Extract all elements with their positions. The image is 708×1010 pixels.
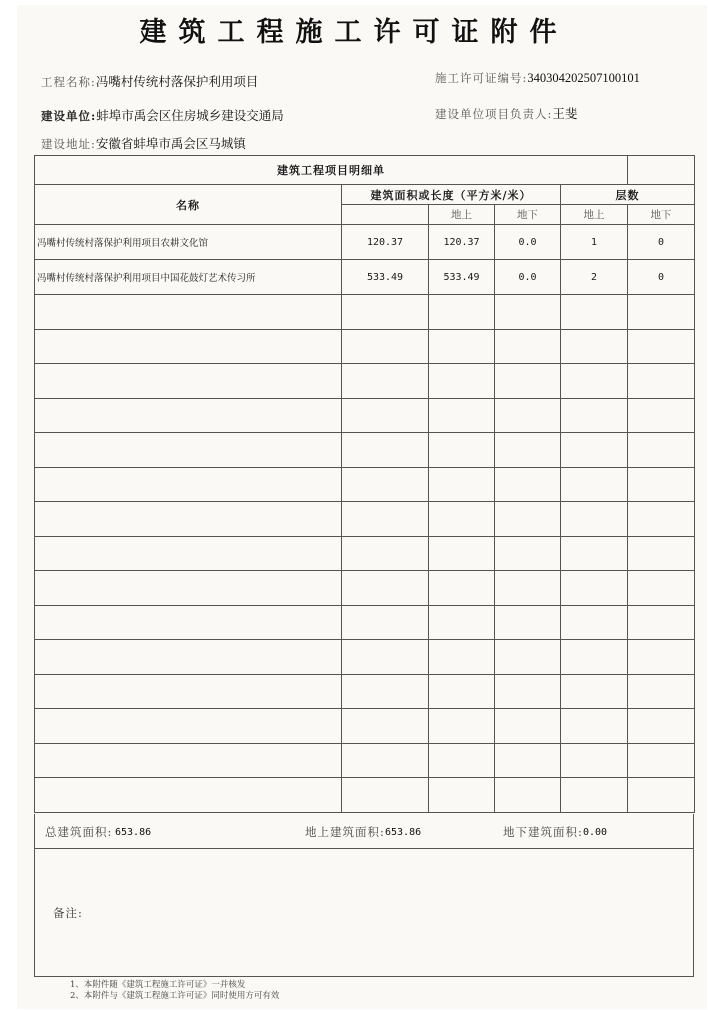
empty-cell (628, 502, 695, 537)
empty-cell (495, 640, 561, 675)
empty-cell (342, 674, 429, 709)
empty-cell (35, 329, 342, 364)
empty-table-row (35, 605, 695, 640)
empty-cell (495, 295, 561, 330)
empty-cell (561, 640, 628, 675)
empty-cell (561, 329, 628, 364)
empty-cell (342, 467, 429, 502)
empty-cell (35, 295, 342, 330)
empty-cell (495, 571, 561, 606)
remark-label: 备注: (53, 906, 83, 920)
below-area-value: 0.00 (583, 827, 608, 838)
empty-cell (561, 398, 628, 433)
empty-cell (561, 709, 628, 744)
remark-box (34, 848, 694, 977)
empty-cell (628, 709, 695, 744)
empty-cell (429, 778, 495, 813)
empty-table-row (35, 433, 695, 468)
row-area: 533.49 (342, 260, 429, 295)
table-title-blank (628, 156, 695, 185)
empty-cell (495, 364, 561, 399)
empty-table-row (35, 743, 695, 778)
empty-cell (495, 467, 561, 502)
row-area-above: 533.49 (429, 260, 495, 295)
area-total-subheader (342, 205, 429, 225)
empty-cell (342, 398, 429, 433)
empty-cell (429, 743, 495, 778)
empty-cell (628, 364, 695, 399)
project-name-label: 工程名称: (41, 75, 96, 89)
builder-value: 蚌埠市禹会区住房城乡建设交通局 (96, 109, 284, 123)
above-area-value: 653.86 (385, 827, 422, 838)
above-area-label: 地上建筑面积: (305, 825, 385, 839)
table-row (35, 260, 695, 295)
floors-below-subheader: 地下 (628, 205, 695, 225)
empty-cell (35, 364, 342, 399)
builder-field (41, 106, 284, 124)
empty-cell (561, 295, 628, 330)
empty-cell (342, 640, 429, 675)
empty-cell (429, 295, 495, 330)
empty-cell (342, 709, 429, 744)
empty-cell (429, 329, 495, 364)
empty-cell (429, 502, 495, 537)
empty-cell (35, 398, 342, 433)
empty-cell (495, 778, 561, 813)
empty-table-row (35, 329, 695, 364)
address-value: 安徽省蚌埠市禹会区马城镇 (95, 137, 246, 151)
empty-cell (628, 467, 695, 502)
empty-cell (628, 743, 695, 778)
area-above-subheader: 地上 (429, 205, 495, 225)
project-name-value: 冯嘴村传统村落保护利用项目 (95, 75, 259, 89)
empty-cell (561, 433, 628, 468)
empty-cell (342, 295, 429, 330)
empty-cell (628, 536, 695, 571)
empty-cell (35, 433, 342, 468)
empty-cell (561, 536, 628, 571)
empty-cell (495, 502, 561, 537)
permit-number-value: 340304202507100101 (527, 71, 640, 85)
builder-label: 建设单位: (41, 109, 97, 123)
row-area-above: 120.37 (429, 225, 495, 260)
address-field (41, 134, 246, 152)
empty-cell (429, 674, 495, 709)
empty-cell (628, 605, 695, 640)
empty-cell (495, 536, 561, 571)
row-area-below: 0.0 (495, 225, 561, 260)
empty-cell (561, 743, 628, 778)
area-below-subheader: 地下 (495, 205, 561, 225)
empty-cell (429, 467, 495, 502)
empty-cell (35, 778, 342, 813)
row-area: 120.37 (342, 225, 429, 260)
row-name: 冯嘴村传统村落保护利用项目农耕文化馆 (35, 225, 342, 260)
empty-cell (429, 433, 495, 468)
row-floors-below: 0 (628, 260, 695, 295)
empty-table-row (35, 398, 695, 433)
total-area-value: 653.86 (115, 827, 152, 838)
empty-cell (429, 364, 495, 399)
empty-cell (628, 571, 695, 606)
floors-above-subheader: 地上 (561, 205, 628, 225)
table-title: 建筑工程项目明细单 (35, 156, 628, 185)
total-area-label: 总建筑面积: (45, 825, 113, 839)
empty-table-row (35, 536, 695, 571)
empty-cell (35, 674, 342, 709)
header-row (35, 185, 695, 205)
manager-label: 建设单位项目负责人: (435, 107, 553, 121)
col-floors-header: 层数 (561, 185, 695, 205)
empty-cell (628, 329, 695, 364)
address-label: 建设地址: (41, 137, 96, 151)
col-area-header: 建筑面积或长度（平方米/米） (342, 185, 561, 205)
row-name: 冯嘴村传统村落保护利用项目中国花鼓灯艺术传习所 (35, 260, 342, 295)
empty-cell (495, 674, 561, 709)
row-area-below: 0.0 (495, 260, 561, 295)
manager-field (435, 104, 577, 122)
empty-cell (561, 605, 628, 640)
empty-cell (342, 605, 429, 640)
totals-row (34, 814, 694, 849)
empty-cell (628, 433, 695, 468)
document-title: 建筑工程施工许可证附件 (139, 17, 569, 48)
permit-number-field (435, 70, 640, 86)
empty-cell (342, 536, 429, 571)
empty-table-row (35, 674, 695, 709)
empty-cell (429, 571, 495, 606)
row-floors-above: 1 (561, 225, 628, 260)
empty-cell (342, 364, 429, 399)
empty-cell (628, 640, 695, 675)
empty-cell (628, 398, 695, 433)
empty-cell (342, 743, 429, 778)
col-name-header: 名称 (35, 185, 342, 225)
table-title-row (35, 156, 695, 185)
project-name-field (41, 72, 258, 90)
empty-cell (342, 571, 429, 606)
empty-cell (35, 502, 342, 537)
empty-cell (35, 571, 342, 606)
empty-cell (429, 709, 495, 744)
empty-cell (628, 295, 695, 330)
empty-cell (429, 398, 495, 433)
row-floors-below: 0 (628, 225, 695, 260)
empty-cell (342, 502, 429, 537)
empty-cell (561, 571, 628, 606)
empty-cell (35, 743, 342, 778)
table-row (35, 225, 695, 260)
empty-cell (628, 778, 695, 813)
footnote-2: 2、本附件与《建筑工程施工许可证》同时使用方可有效 (70, 991, 280, 1001)
manager-value: 王斐 (552, 107, 578, 121)
empty-table-row (35, 502, 695, 537)
empty-cell (429, 536, 495, 571)
empty-cell (561, 467, 628, 502)
empty-cell (342, 433, 429, 468)
empty-cell (495, 743, 561, 778)
empty-cell (495, 433, 561, 468)
empty-cell (35, 467, 342, 502)
empty-cell (495, 329, 561, 364)
empty-cell (628, 674, 695, 709)
below-area-label: 地下建筑面积: (503, 825, 583, 839)
empty-cell (35, 536, 342, 571)
empty-cell (35, 709, 342, 744)
empty-table-row (35, 295, 695, 330)
permit-number-label: 施工许可证编号: (435, 71, 528, 85)
project-detail-table (34, 155, 695, 813)
empty-cell (495, 605, 561, 640)
empty-cell (561, 778, 628, 813)
empty-cell (342, 329, 429, 364)
empty-table-row (35, 709, 695, 744)
empty-cell (429, 640, 495, 675)
row-floors-above: 2 (561, 260, 628, 295)
empty-cell (35, 640, 342, 675)
empty-table-row (35, 571, 695, 606)
empty-table-row (35, 778, 695, 813)
empty-cell (35, 605, 342, 640)
empty-cell (561, 502, 628, 537)
empty-table-row (35, 640, 695, 675)
empty-table-row (35, 467, 695, 502)
footnote-1: 1、本附件随《建筑工程施工许可证》一并核发 (70, 980, 246, 990)
empty-cell (561, 674, 628, 709)
empty-cell (429, 605, 495, 640)
empty-cell (495, 398, 561, 433)
empty-cell (342, 778, 429, 813)
empty-cell (561, 364, 628, 399)
empty-table-row (35, 364, 695, 399)
empty-cell (495, 709, 561, 744)
